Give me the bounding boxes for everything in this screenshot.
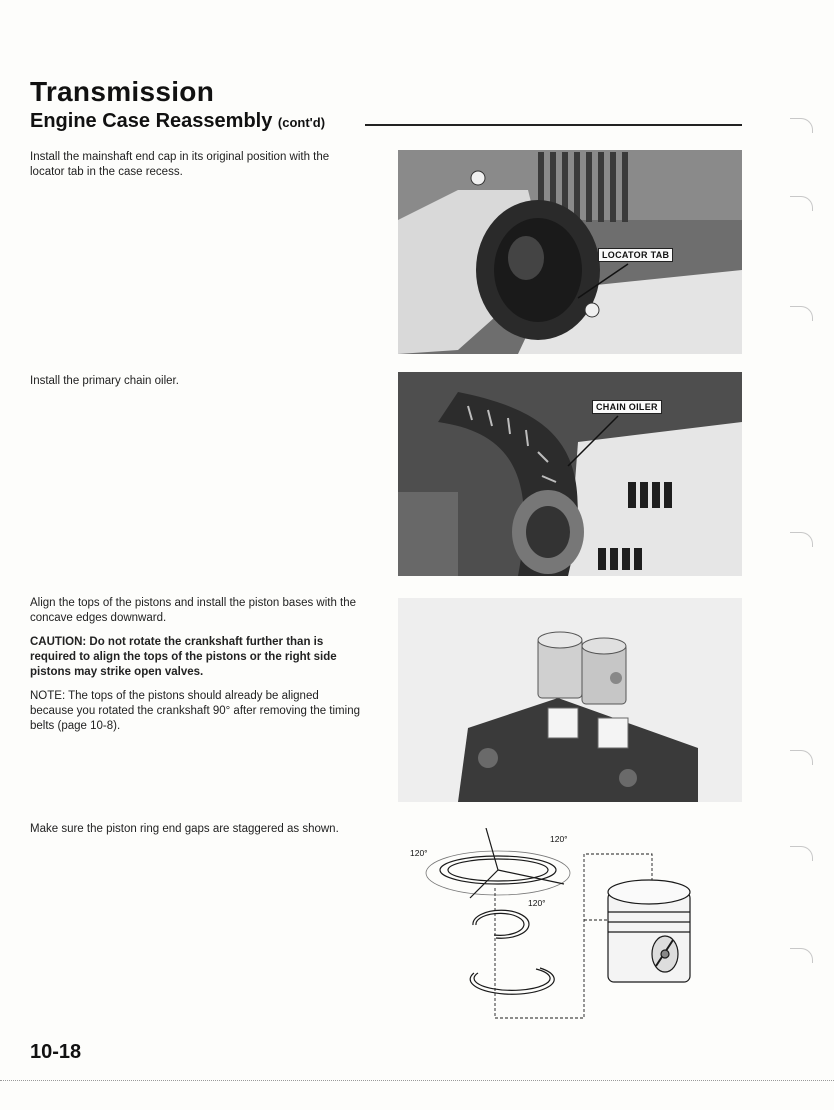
piston-alignment-illustration	[398, 598, 742, 802]
margin-mark	[790, 532, 813, 547]
step-2-text-block	[30, 374, 365, 398]
page-title: Transmission	[30, 76, 215, 107]
step-1-text: Install the mainshaft end cap in its original position with the locator tab in the case recess.	[30, 151, 330, 178]
margin-mark	[790, 948, 813, 963]
mainshaft-end-cap-illustration	[398, 150, 742, 354]
footer-rule	[0, 1080, 834, 1081]
step-4-text-block	[30, 822, 365, 846]
primary-chain-oiler-illustration	[398, 372, 742, 576]
ring-angle-label-bottom: 120°	[528, 898, 546, 908]
primary-chain-oiler-photo	[398, 372, 742, 576]
margin-mark	[790, 118, 813, 133]
note-text: NOTE: The tops of the pistons should already be aligned because you rotated the crankshaft 90° after removing the timing belts (page 10-8).	[30, 690, 360, 732]
section-title-suffix: (cont'd)	[277, 115, 326, 130]
margin-mark	[790, 306, 813, 321]
section-header	[30, 110, 742, 140]
margin-mark	[790, 196, 813, 211]
locator-tab-callout: LOCATOR TAB	[598, 248, 673, 262]
page-number: 10-18	[30, 1041, 82, 1063]
margin-mark	[790, 846, 813, 861]
chain-oiler-callout: CHAIN OILER	[592, 400, 662, 414]
step-1-text-block	[30, 150, 365, 189]
piston-ring-diagram-drawing	[398, 828, 718, 1028]
step-3-text: Align the tops of the pistons and install the piston bases with the concave edges downward.	[30, 597, 357, 624]
ring-angle-label-top: 120°	[550, 834, 568, 844]
section-rule	[365, 124, 742, 126]
piston-alignment-photo	[398, 598, 742, 802]
margin-mark	[790, 750, 813, 765]
ring-angle-label-left: 120°	[410, 848, 428, 858]
step-3-text-block	[30, 596, 365, 743]
caution-text: CAUTION: Do not rotate the crankshaft further than is required to align the tops of the pistons or the right side pistons may strike open valves.	[30, 636, 337, 678]
piston-ring-gap-diagram	[398, 828, 718, 1028]
section-title	[30, 110, 333, 133]
step-4-text: Make sure the piston ring end gaps are staggered as shown.	[30, 823, 339, 835]
step-2-text: Install the primary chain oiler.	[30, 375, 179, 387]
mainshaft-end-cap-photo	[398, 150, 742, 354]
section-title-text: Engine Case Reassembly	[30, 110, 273, 132]
